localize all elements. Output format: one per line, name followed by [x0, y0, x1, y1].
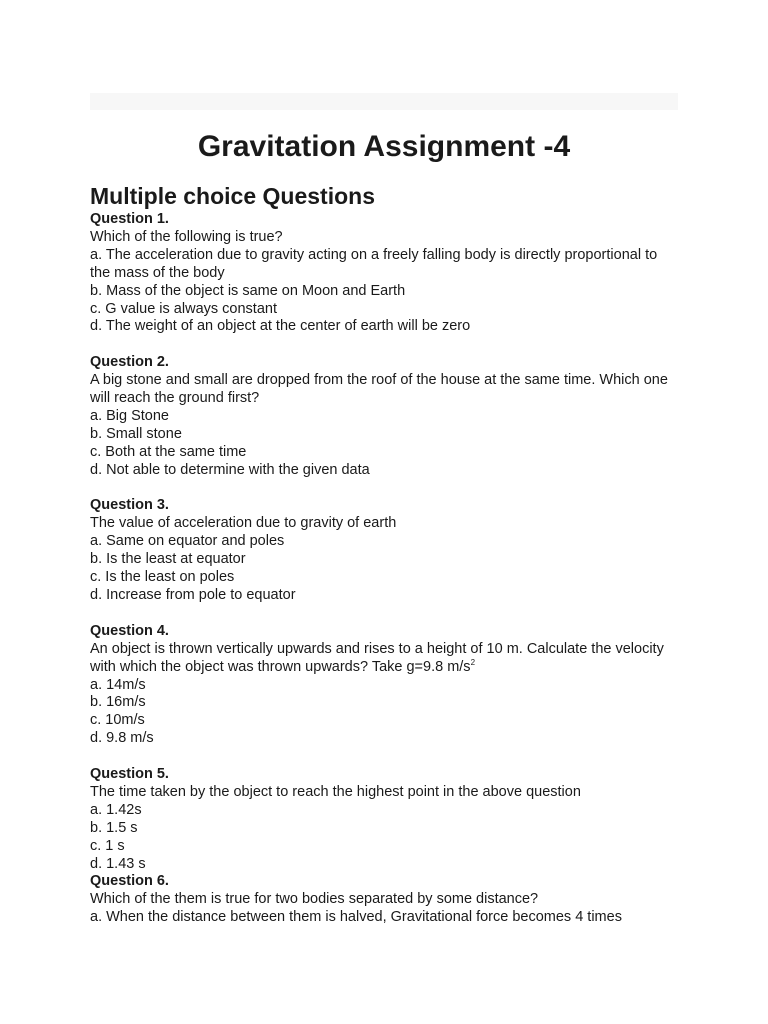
option-a: a. Same on equator and poles [90, 533, 285, 550]
option-c: c. 1 s [90, 837, 125, 854]
question-label: Question 4. [90, 622, 169, 639]
option-a: a. When the distance between them is halved, Gravitational force becomes 4 times [90, 909, 622, 926]
question-text: A big stone and small are dropped from the roof of the house at the same time. Which one will reach the ground first? [90, 372, 668, 407]
question-label: Question 6. [90, 873, 169, 890]
option-a: a. Big Stone [90, 407, 169, 424]
question-5 [90, 766, 678, 873]
option-c: c. Is the least on poles [90, 569, 235, 586]
question-text: The time taken by the object to reach the highest point in the above question [90, 783, 581, 800]
question-text: The value of acceleration due to gravity of earth [90, 515, 397, 532]
question-text: Which of the following is true? [90, 228, 283, 245]
question-text-body: An object is thrown vertically upwards and rises to a height of 10 m. Calculate the velocity with which the object was thrown upwards? Take g=9.8 m/s [90, 640, 664, 675]
option-a: a. 14m/s [90, 676, 146, 693]
document-content [90, 181, 678, 927]
option-a: a. 1.42s [90, 801, 142, 818]
header-bar [90, 93, 678, 110]
option-c: c. G value is always constant [90, 300, 277, 317]
option-d: d. The weight of an object at the center of earth will be zero [90, 318, 471, 335]
document-title: Gravitation Assignment -4 [197, 130, 571, 163]
question-2 [90, 354, 678, 479]
question-label: Question 2. [90, 354, 169, 371]
option-b: b. 1.5 s [90, 819, 138, 836]
question-6 [90, 873, 678, 927]
option-c: c. 10m/s [90, 712, 145, 729]
question-1 [90, 211, 678, 336]
option-d: d. Not able to determine with the given data [90, 461, 370, 478]
option-d: d. 1.43 s [90, 855, 146, 872]
question-3 [90, 497, 678, 604]
option-b: b. Is the least at equator [90, 551, 246, 568]
option-a: a. The acceleration due to gravity acting on a freely falling body is directly proportional to the mass of the body [90, 246, 658, 281]
question-label: Question 5. [90, 766, 169, 783]
question-label: Question 1. [90, 211, 169, 227]
option-b: b. Small stone [90, 425, 182, 442]
question-text [90, 641, 678, 677]
question-text: Which of the them is true for two bodies separated by some distance? [90, 891, 539, 908]
superscript: 2 [470, 657, 476, 667]
option-c: c. Both at the same time [90, 443, 247, 460]
question-4 [90, 623, 678, 748]
section-heading: Multiple choice Questions [90, 183, 375, 209]
option-d: d. Increase from pole to equator [90, 587, 296, 603]
option-b: b. 16m/s [90, 694, 146, 711]
option-d: d. 9.8 m/s [90, 730, 154, 747]
option-b: b. Mass of the object is same on Moon and Earth [90, 282, 406, 299]
question-label: Question 3. [90, 497, 169, 514]
